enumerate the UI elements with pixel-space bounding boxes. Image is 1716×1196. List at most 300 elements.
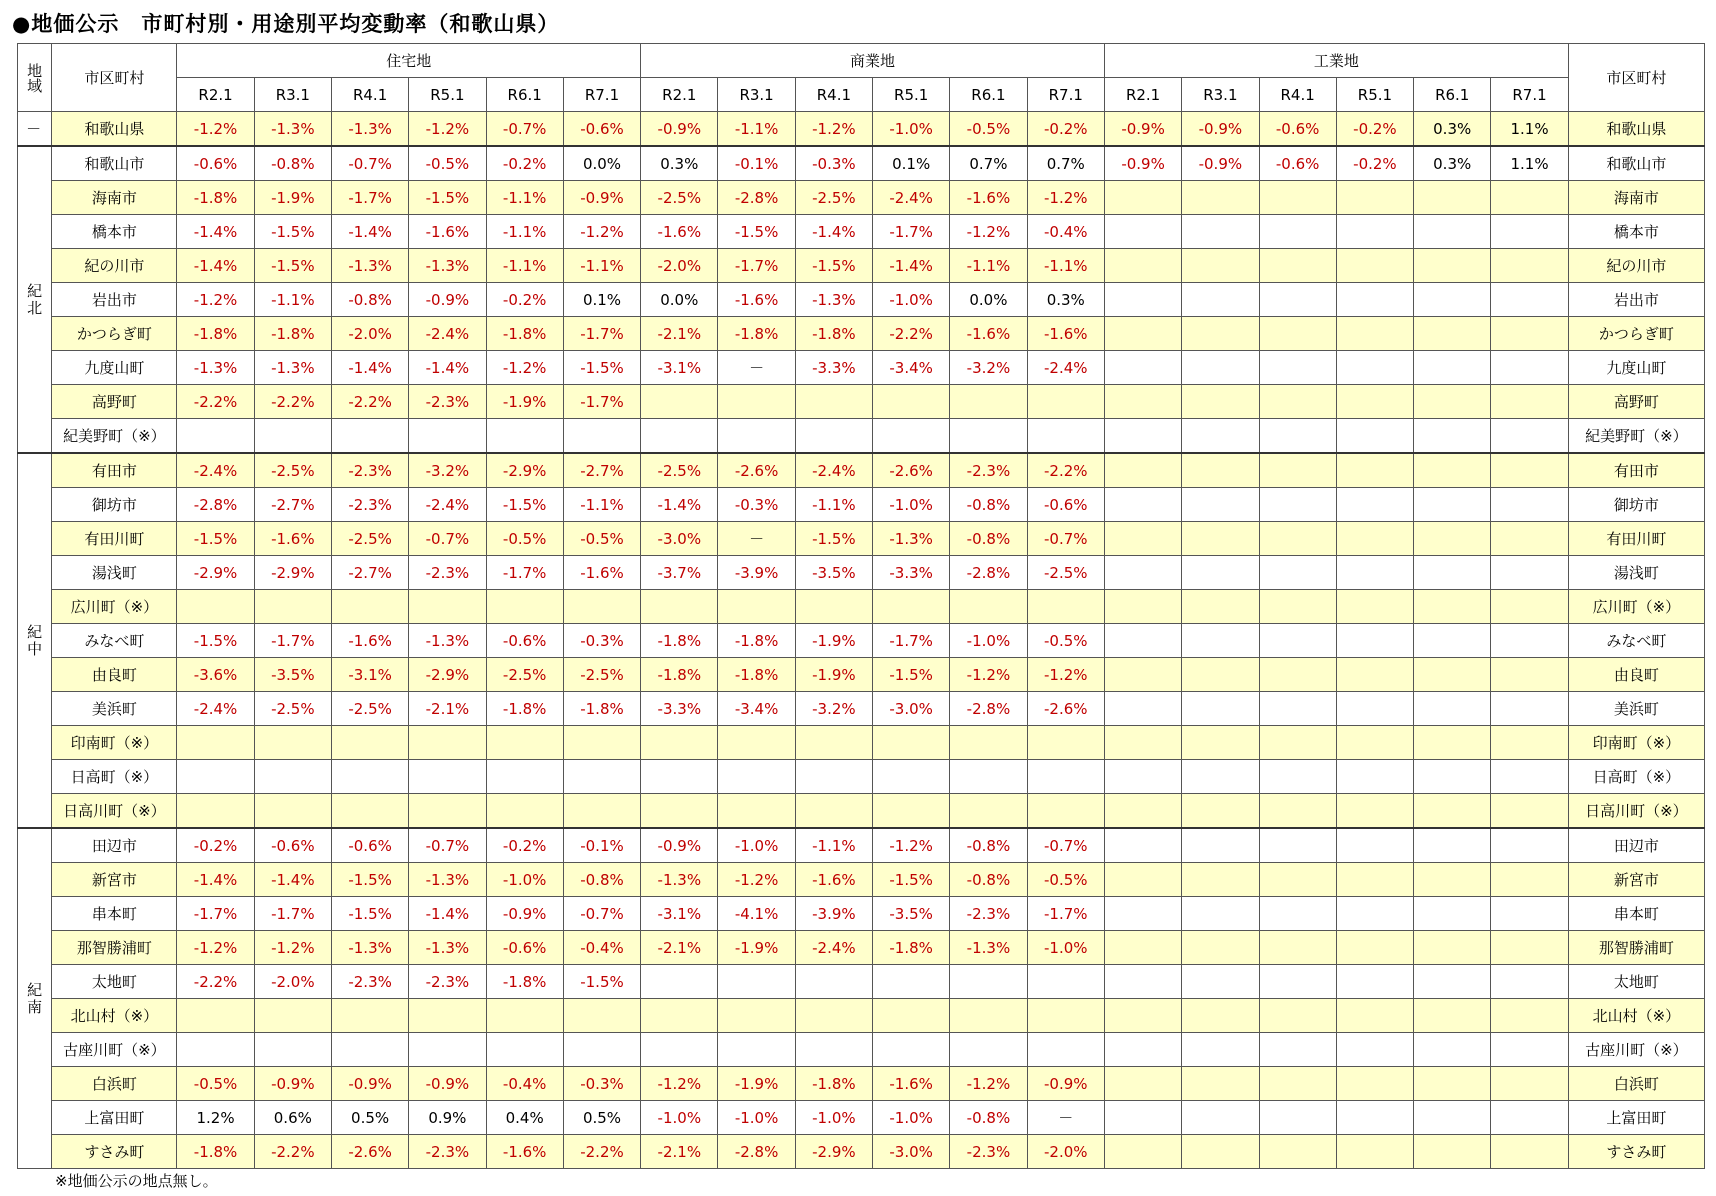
- value-cell-com: -3.2%: [795, 692, 872, 726]
- value-cell-ind: [1336, 385, 1413, 419]
- value-cell-ind: [1336, 624, 1413, 658]
- value-cell-com: -1.2%: [873, 828, 950, 863]
- value-cell-res: -2.3%: [409, 1135, 486, 1169]
- value-cell-com: -2.2%: [1027, 453, 1104, 488]
- value-cell-ind: [1259, 624, 1336, 658]
- value-cell-res: 0.1%: [563, 283, 640, 317]
- value-cell-res: -0.2%: [177, 828, 254, 863]
- value-cell-ind: [1104, 488, 1181, 522]
- value-cell-res: -2.2%: [563, 1135, 640, 1169]
- value-cell-res: -1.9%: [486, 385, 563, 419]
- value-cell-com: -1.6%: [950, 181, 1027, 215]
- value-cell-res: -1.8%: [177, 317, 254, 351]
- value-cell-com: [641, 965, 718, 999]
- value-cell-ind: [1104, 590, 1181, 624]
- value-cell-res: [331, 794, 408, 829]
- value-cell-com: -1.3%: [950, 931, 1027, 965]
- value-cell-com: [950, 760, 1027, 794]
- value-cell-com: -0.7%: [1027, 522, 1104, 556]
- municipality-name: 日高町（※）: [52, 760, 177, 794]
- value-cell-com: 0.0%: [641, 283, 718, 317]
- value-cell-res: -1.7%: [254, 897, 331, 931]
- value-cell-ind: [1414, 658, 1491, 692]
- value-cell-res: -0.9%: [409, 283, 486, 317]
- value-cell-res: [254, 794, 331, 829]
- table-row: [18, 181, 1705, 215]
- value-cell-res: [254, 760, 331, 794]
- value-cell-com: -3.2%: [950, 351, 1027, 385]
- table-row: [18, 453, 1705, 488]
- value-cell-res: [177, 419, 254, 454]
- value-cell-ind: [1104, 317, 1181, 351]
- value-cell-ind: [1491, 453, 1568, 488]
- value-cell-ind: [1491, 794, 1568, 829]
- value-cell-res: -0.6%: [486, 931, 563, 965]
- table-row: [18, 556, 1705, 590]
- municipality-name-right: 白浜町: [1568, 1067, 1704, 1101]
- value-cell-com: [718, 999, 795, 1033]
- value-cell-res: [486, 760, 563, 794]
- value-cell-com: -1.9%: [795, 624, 872, 658]
- value-cell-com: -1.5%: [873, 863, 950, 897]
- value-cell-com: -3.5%: [873, 897, 950, 931]
- value-cell-ind: [1104, 658, 1181, 692]
- value-cell-com: -2.8%: [718, 1135, 795, 1169]
- value-cell-ind: [1259, 453, 1336, 488]
- value-cell-res: -1.8%: [486, 317, 563, 351]
- value-cell-res: -1.8%: [486, 692, 563, 726]
- value-cell-res: -2.0%: [254, 965, 331, 999]
- value-cell-ind: [1104, 897, 1181, 931]
- table-row: [18, 760, 1705, 794]
- value-cell-res: -1.3%: [254, 351, 331, 385]
- municipality-name-right: かつらぎ町: [1568, 317, 1704, 351]
- value-cell-ind: [1414, 624, 1491, 658]
- value-cell-ind: [1104, 181, 1181, 215]
- value-cell-com: -0.8%: [950, 828, 1027, 863]
- value-cell-ind: [1336, 760, 1413, 794]
- value-cell-res: -0.5%: [486, 522, 563, 556]
- value-cell-com: -2.3%: [950, 453, 1027, 488]
- value-cell-com: -3.4%: [873, 351, 950, 385]
- value-cell-com: -1.6%: [873, 1067, 950, 1101]
- value-cell-com: -1.8%: [795, 1067, 872, 1101]
- value-cell-ind: [1491, 1067, 1568, 1101]
- value-cell-com: [641, 385, 718, 419]
- value-cell-ind: 1.1%: [1491, 112, 1568, 147]
- value-cell-ind: [1259, 999, 1336, 1033]
- municipality-name-right: 日高町（※）: [1568, 760, 1704, 794]
- value-cell-res: [563, 1033, 640, 1067]
- value-cell-ind: [1414, 488, 1491, 522]
- value-cell-res: -2.2%: [331, 385, 408, 419]
- value-cell-res: -1.4%: [177, 863, 254, 897]
- value-cell-ind: [1491, 488, 1568, 522]
- value-cell-ind: [1182, 1067, 1259, 1101]
- header-municipality-right: 市区町村: [1568, 44, 1704, 112]
- value-cell-ind: [1491, 931, 1568, 965]
- value-cell-res: -2.6%: [331, 1135, 408, 1169]
- header-group-industrial: 工業地: [1104, 44, 1568, 78]
- value-cell-com: -1.6%: [795, 863, 872, 897]
- municipality-name: 日高川町（※）: [52, 794, 177, 829]
- value-cell-res: 0.4%: [486, 1101, 563, 1135]
- value-cell-res: -2.1%: [409, 692, 486, 726]
- value-cell-ind: [1259, 965, 1336, 999]
- header-year-res-4: R6.1: [486, 78, 563, 112]
- value-cell-ind: 0.3%: [1414, 112, 1491, 147]
- value-cell-com: [1027, 760, 1104, 794]
- value-cell-res: -1.5%: [254, 215, 331, 249]
- municipality-name: 紀美野町（※）: [52, 419, 177, 454]
- value-cell-res: -1.8%: [563, 692, 640, 726]
- value-cell-ind: [1259, 419, 1336, 454]
- value-cell-com: -0.3%: [795, 146, 872, 181]
- value-cell-ind: -0.9%: [1104, 146, 1181, 181]
- value-cell-res: -1.7%: [563, 385, 640, 419]
- value-cell-res: -1.3%: [254, 112, 331, 147]
- value-cell-res: -2.7%: [331, 556, 408, 590]
- value-cell-res: -1.3%: [331, 112, 408, 147]
- header-region: 地域: [18, 44, 52, 112]
- municipality-name: 古座川町（※）: [52, 1033, 177, 1067]
- value-cell-ind: [1259, 522, 1336, 556]
- value-cell-com: -2.0%: [1027, 1135, 1104, 1169]
- value-cell-com: -1.0%: [873, 112, 950, 147]
- value-cell-com: [873, 794, 950, 829]
- value-cell-com: -3.3%: [641, 692, 718, 726]
- value-cell-ind: -0.2%: [1336, 112, 1413, 147]
- value-cell-ind: [1182, 658, 1259, 692]
- value-cell-res: -2.3%: [331, 965, 408, 999]
- value-cell-com: -2.9%: [795, 1135, 872, 1169]
- value-cell-ind: [1336, 181, 1413, 215]
- value-cell-com: -1.1%: [795, 488, 872, 522]
- value-cell-res: -2.7%: [563, 453, 640, 488]
- value-cell-com: [795, 1033, 872, 1067]
- value-cell-ind: [1336, 965, 1413, 999]
- value-cell-res: [563, 590, 640, 624]
- value-cell-res: -2.4%: [409, 488, 486, 522]
- value-cell-res: -1.2%: [177, 283, 254, 317]
- table-row: [18, 624, 1705, 658]
- value-cell-ind: [1336, 317, 1413, 351]
- value-cell-ind: [1104, 453, 1181, 488]
- value-cell-ind: [1104, 1067, 1181, 1101]
- value-cell-com: -1.7%: [873, 624, 950, 658]
- value-cell-res: -1.6%: [563, 556, 640, 590]
- value-cell-res: -1.4%: [254, 863, 331, 897]
- value-cell-res: [486, 590, 563, 624]
- value-cell-ind: [1414, 1033, 1491, 1067]
- value-cell-com: [795, 965, 872, 999]
- value-cell-com: -3.3%: [795, 351, 872, 385]
- value-cell-ind: [1336, 897, 1413, 931]
- value-cell-com: -4.1%: [718, 897, 795, 931]
- value-cell-ind: [1414, 897, 1491, 931]
- value-cell-res: -0.5%: [409, 146, 486, 181]
- value-cell-res: [486, 726, 563, 760]
- value-cell-com: -1.0%: [718, 1101, 795, 1135]
- header-group-residential: 住宅地: [177, 44, 641, 78]
- value-cell-res: [563, 794, 640, 829]
- value-cell-res: -1.3%: [409, 931, 486, 965]
- value-cell-com: [795, 726, 872, 760]
- value-cell-com: -2.5%: [641, 453, 718, 488]
- value-cell-ind: [1414, 1067, 1491, 1101]
- value-cell-res: -1.2%: [409, 112, 486, 147]
- municipality-name-right: 由良町: [1568, 658, 1704, 692]
- value-cell-ind: [1259, 828, 1336, 863]
- value-cell-com: -2.4%: [873, 181, 950, 215]
- value-cell-com: －: [718, 522, 795, 556]
- value-cell-com: [641, 419, 718, 454]
- value-cell-res: -1.4%: [409, 351, 486, 385]
- municipality-name: 由良町: [52, 658, 177, 692]
- value-cell-res: [486, 419, 563, 454]
- value-cell-com: -1.2%: [1027, 181, 1104, 215]
- value-cell-ind: [1491, 624, 1568, 658]
- value-cell-com: [950, 1033, 1027, 1067]
- value-cell-com: [718, 726, 795, 760]
- value-cell-res: -1.4%: [177, 215, 254, 249]
- value-cell-res: [563, 726, 640, 760]
- value-cell-com: -0.6%: [1027, 488, 1104, 522]
- value-cell-ind: [1491, 726, 1568, 760]
- value-cell-com: [641, 590, 718, 624]
- value-cell-com: [795, 419, 872, 454]
- municipality-name: 岩出市: [52, 283, 177, 317]
- value-cell-ind: [1336, 1135, 1413, 1169]
- table-row: [18, 1033, 1705, 1067]
- value-cell-com: -1.1%: [795, 828, 872, 863]
- municipality-name-right: 北山村（※）: [1568, 999, 1704, 1033]
- value-cell-ind: [1336, 726, 1413, 760]
- value-cell-res: -0.2%: [486, 283, 563, 317]
- table-row: [18, 215, 1705, 249]
- value-cell-com: -1.3%: [641, 863, 718, 897]
- municipality-name: 高野町: [52, 385, 177, 419]
- value-cell-res: -0.5%: [563, 522, 640, 556]
- value-cell-res: -2.3%: [409, 556, 486, 590]
- value-cell-ind: [1104, 351, 1181, 385]
- value-cell-com: -3.1%: [641, 351, 718, 385]
- value-cell-res: [254, 726, 331, 760]
- municipality-name: 北山村（※）: [52, 999, 177, 1033]
- municipality-name-right: 和歌山市: [1568, 146, 1704, 181]
- value-cell-com: -2.8%: [718, 181, 795, 215]
- value-cell-ind: [1414, 760, 1491, 794]
- value-cell-ind: [1336, 828, 1413, 863]
- header-year-com-1: R3.1: [718, 78, 795, 112]
- value-cell-ind: [1259, 794, 1336, 829]
- value-cell-com: [950, 794, 1027, 829]
- value-cell-res: -1.7%: [563, 317, 640, 351]
- value-cell-com: -0.5%: [950, 112, 1027, 147]
- value-cell-com: [1027, 999, 1104, 1033]
- value-cell-ind: [1414, 965, 1491, 999]
- value-cell-res: [486, 999, 563, 1033]
- value-cell-com: 0.3%: [1027, 283, 1104, 317]
- value-cell-ind: [1491, 249, 1568, 283]
- value-cell-com: 0.7%: [950, 146, 1027, 181]
- value-cell-com: -0.4%: [1027, 215, 1104, 249]
- value-cell-com: -1.1%: [718, 112, 795, 147]
- value-cell-res: -1.8%: [254, 317, 331, 351]
- municipality-name: 太地町: [52, 965, 177, 999]
- value-cell-ind: [1259, 385, 1336, 419]
- municipality-name-right: 田辺市: [1568, 828, 1704, 863]
- value-cell-res: -1.1%: [486, 249, 563, 283]
- value-cell-ind: [1259, 726, 1336, 760]
- header-municipality: 市区町村: [52, 44, 177, 112]
- value-cell-ind: [1414, 931, 1491, 965]
- value-cell-com: -1.8%: [641, 624, 718, 658]
- value-cell-com: -0.9%: [641, 112, 718, 147]
- value-cell-ind: [1182, 931, 1259, 965]
- table-row: [18, 999, 1705, 1033]
- value-cell-res: -1.7%: [177, 897, 254, 931]
- value-cell-ind: [1414, 794, 1491, 829]
- value-cell-res: [331, 1033, 408, 1067]
- value-cell-ind: [1414, 556, 1491, 590]
- value-cell-res: -1.6%: [331, 624, 408, 658]
- value-cell-res: [563, 419, 640, 454]
- value-cell-ind: [1182, 1033, 1259, 1067]
- value-cell-ind: [1104, 863, 1181, 897]
- header-year-com-2: R4.1: [795, 78, 872, 112]
- municipality-name-right: 日高川町（※）: [1568, 794, 1704, 829]
- municipality-name: 有田市: [52, 453, 177, 488]
- value-cell-res: [331, 999, 408, 1033]
- value-cell-ind: [1414, 249, 1491, 283]
- value-cell-com: -0.7%: [1027, 828, 1104, 863]
- value-cell-res: [254, 1033, 331, 1067]
- table-row: [18, 1101, 1705, 1135]
- value-cell-com: -1.5%: [718, 215, 795, 249]
- value-cell-res: [254, 419, 331, 454]
- value-cell-ind: [1259, 590, 1336, 624]
- value-cell-ind: [1491, 1033, 1568, 1067]
- value-cell-com: -0.1%: [718, 146, 795, 181]
- value-cell-com: [950, 999, 1027, 1033]
- value-cell-res: [409, 419, 486, 454]
- value-cell-res: -2.5%: [254, 692, 331, 726]
- value-cell-com: [795, 590, 872, 624]
- value-cell-com: -1.1%: [1027, 249, 1104, 283]
- value-cell-res: 0.9%: [409, 1101, 486, 1135]
- value-cell-ind: [1336, 794, 1413, 829]
- table-row: [18, 146, 1705, 181]
- header-year-ind-0: R2.1: [1104, 78, 1181, 112]
- value-cell-ind: [1182, 215, 1259, 249]
- value-cell-com: -2.6%: [1027, 692, 1104, 726]
- municipality-name: 和歌山県: [52, 112, 177, 147]
- value-cell-com: -1.0%: [641, 1101, 718, 1135]
- value-cell-ind: [1104, 965, 1181, 999]
- value-cell-res: [486, 794, 563, 829]
- value-cell-ind: [1491, 692, 1568, 726]
- value-cell-ind: [1491, 590, 1568, 624]
- value-cell-ind: [1259, 863, 1336, 897]
- value-cell-ind: [1259, 931, 1336, 965]
- value-cell-ind: [1182, 181, 1259, 215]
- value-cell-ind: [1259, 181, 1336, 215]
- value-cell-ind: [1414, 317, 1491, 351]
- value-cell-res: -1.9%: [254, 181, 331, 215]
- table-row: [18, 658, 1705, 692]
- value-cell-com: -1.9%: [718, 931, 795, 965]
- value-cell-ind: [1259, 283, 1336, 317]
- value-cell-com: -1.0%: [950, 624, 1027, 658]
- value-cell-ind: [1491, 317, 1568, 351]
- value-cell-ind: [1182, 863, 1259, 897]
- value-cell-ind: [1104, 556, 1181, 590]
- municipality-name: 湯浅町: [52, 556, 177, 590]
- municipality-name-right: 那智勝浦町: [1568, 931, 1704, 965]
- value-cell-com: -1.2%: [1027, 658, 1104, 692]
- value-cell-res: -1.7%: [254, 624, 331, 658]
- value-cell-ind: [1336, 590, 1413, 624]
- value-cell-res: [409, 794, 486, 829]
- municipality-name-right: 有田川町: [1568, 522, 1704, 556]
- region-cell: 紀北: [18, 146, 52, 453]
- value-cell-res: [254, 999, 331, 1033]
- value-cell-com: [718, 385, 795, 419]
- value-cell-ind: 1.1%: [1491, 146, 1568, 181]
- value-cell-com: [718, 760, 795, 794]
- municipality-name-right: 海南市: [1568, 181, 1704, 215]
- value-cell-res: -2.2%: [177, 385, 254, 419]
- value-cell-com: -3.7%: [641, 556, 718, 590]
- value-cell-res: -2.4%: [177, 692, 254, 726]
- value-cell-ind: [1182, 283, 1259, 317]
- value-cell-res: -2.8%: [177, 488, 254, 522]
- value-cell-ind: [1336, 522, 1413, 556]
- value-cell-res: -1.0%: [486, 863, 563, 897]
- value-cell-res: [563, 760, 640, 794]
- value-cell-ind: [1259, 488, 1336, 522]
- value-cell-com: [873, 726, 950, 760]
- value-cell-res: -0.4%: [486, 1067, 563, 1101]
- municipality-name: 串本町: [52, 897, 177, 931]
- value-cell-com: -0.5%: [1027, 624, 1104, 658]
- value-cell-ind: [1182, 726, 1259, 760]
- value-cell-com: -1.0%: [795, 1101, 872, 1135]
- value-cell-com: -1.0%: [873, 283, 950, 317]
- header-group-commercial: 商業地: [641, 44, 1105, 78]
- value-cell-res: -1.3%: [409, 863, 486, 897]
- municipality-name-right: 印南町（※）: [1568, 726, 1704, 760]
- value-cell-ind: [1104, 283, 1181, 317]
- value-cell-com: [1027, 385, 1104, 419]
- value-cell-ind: -0.9%: [1182, 112, 1259, 147]
- value-cell-com: [641, 726, 718, 760]
- value-cell-ind: [1336, 1067, 1413, 1101]
- value-cell-ind: [1182, 999, 1259, 1033]
- value-cell-res: -1.2%: [177, 112, 254, 147]
- value-cell-com: 0.0%: [950, 283, 1027, 317]
- value-cell-res: -0.8%: [331, 283, 408, 317]
- municipality-name: 有田川町: [52, 522, 177, 556]
- municipality-name: 広川町（※）: [52, 590, 177, 624]
- value-cell-res: -1.3%: [331, 249, 408, 283]
- value-cell-com: -2.5%: [641, 181, 718, 215]
- value-cell-com: -1.4%: [873, 249, 950, 283]
- value-cell-res: -1.1%: [486, 215, 563, 249]
- value-cell-com: [641, 760, 718, 794]
- value-cell-com: -0.9%: [641, 828, 718, 863]
